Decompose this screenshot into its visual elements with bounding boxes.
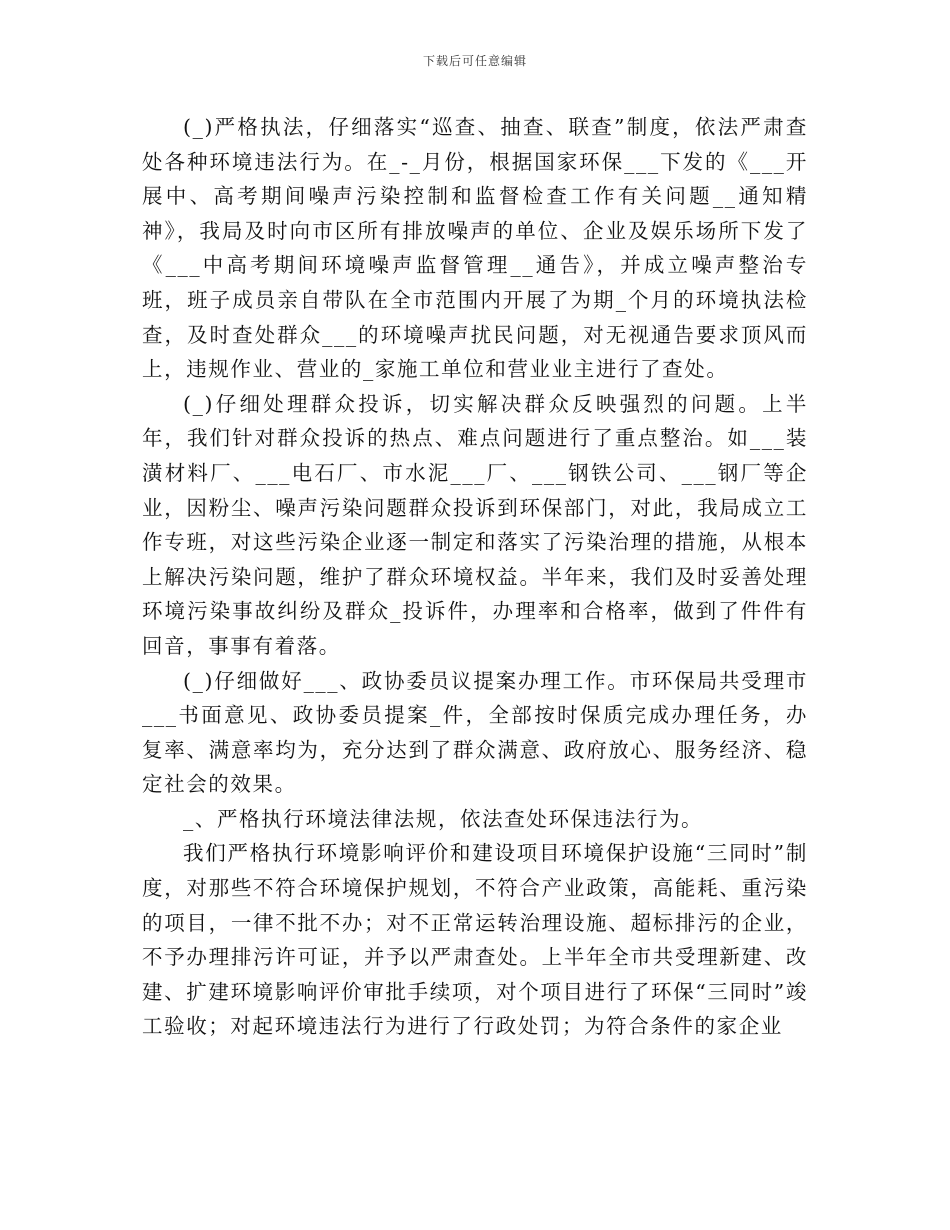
paragraph-eia: 我们严格执行环境影响评价和建设项目环境保护设施“三同时”制度，对那些不符合环境保护规划，不符合产业政策，高能耗、重污染的项目，一律不批不办；对不正常运转治理设施、超标排污的企业，不予办理排污许可证，并予以严肃查处。上半年全市共受理新建、改建、扩建环境影响评价审批手续项，对个项目进行了环保“三同时”竣工验收；对起环境违法行为进行了行政处罚；为符合条件的家企业	[142, 841, 808, 1039]
page-header: 下载后可任意编辑	[422, 54, 527, 68]
paragraph-strict-enforcement: (_)严格执法，仔细落实“巡查、抽查、联查”制度，依法严肃查处各种环境违法行为。在_-_月份，根据国家环保___下发的《___开展中、高考期间噪声污染控制和监督检查工作有关问题__通知精神》，我局及时向市区所有排放噪声的单位、企业及娱乐场所下发了《___中高考期间环境噪声监督管理__通告》，并成立噪声整治专班，班子成员亲自带队在全市范围内开展了为期_个月的环境执法检查，及时查处群众___的环境噪声扰民问题，对无视通告要求顶风而上，违规作业、营业的_家施工单位和营业业主进行了查处。	[142, 115, 808, 382]
document-body	[142, 110, 808, 1044]
paragraph-complaints: (_)仔细处理群众投诉，切实解决群众反映强烈的问题。上半年，我们针对群众投诉的热点、难点问题进行了重点整治。如___装潢材料厂、___电石厂、市水泥___厂、___钢铁公司、___钢厂等企业，因粉尘、噪声污染问题群众投诉到环保部门，对此，我局成立工作专班，对这些污染企业逐一制定和落实了污染治理的措施，从根本上解决污染问题，维护了群众环境权益。半年来，我们及时妥善处理环境污染事故纠纷及群众_投诉件，办理率和合格率，做到了件件有回音，事事有着落。	[142, 391, 808, 658]
section-heading: _、严格执行环境法律法规，依法查处环保违法行为。	[183, 806, 704, 831]
paragraph-proposals: (_)仔细做好___、政协委员议提案办理工作。市环保局共受理市___书面意见、政协委员提案_件，全部按时保质完成办理任务，办复率、满意率均为，充分达到了群众满意、政府放心、服务经济、稳定社会的效果。	[142, 668, 809, 797]
